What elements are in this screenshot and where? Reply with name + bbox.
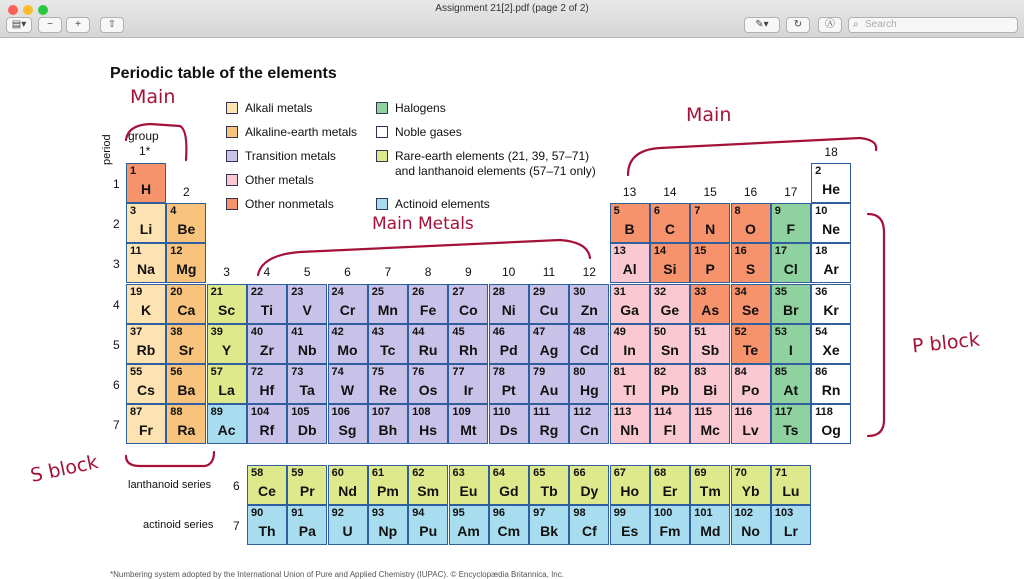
- annotation-s-block: S block: [28, 451, 101, 487]
- atomic-number: 29: [533, 285, 546, 298]
- element-symbol: Hf: [259, 382, 275, 398]
- atomic-number: 38: [170, 325, 183, 338]
- atomic-number: 19: [130, 285, 143, 298]
- element-symbol: Cf: [582, 523, 597, 539]
- atomic-number: 14: [653, 245, 667, 258]
- atomic-number: 46: [492, 325, 505, 338]
- atomic-number: 68: [654, 467, 667, 479]
- atomic-number: 106: [331, 406, 350, 419]
- annotation-main-right: Main: [686, 104, 732, 126]
- atomic-number: 88: [170, 406, 183, 419]
- element-symbol: Tm: [699, 483, 721, 499]
- atomic-number: 69: [694, 467, 707, 479]
- period-number: 6: [113, 378, 120, 392]
- element-symbol: Ti: [260, 301, 273, 318]
- zoom-out-icon: −: [47, 19, 53, 30]
- element-symbol: Be: [177, 221, 196, 238]
- element-symbol: V: [302, 301, 312, 318]
- group-number: 3: [223, 265, 230, 279]
- element-symbol: Zr: [259, 341, 274, 358]
- atomic-number: 90: [251, 507, 264, 519]
- group-number: 6: [344, 265, 351, 279]
- group-number: 8: [424, 265, 432, 279]
- atomic-number: 118: [815, 406, 833, 419]
- element-symbol: Ta: [299, 382, 315, 398]
- element-symbol: Au: [539, 382, 559, 398]
- element-symbol: Ts: [783, 422, 799, 439]
- legend-label: Alkaline-earth metals: [245, 125, 358, 139]
- atomic-number: 41: [291, 325, 304, 338]
- atomic-number: 60: [331, 467, 344, 479]
- atomic-number: 32: [653, 285, 667, 298]
- atomic-number: 86: [815, 366, 828, 378]
- element-symbol: Pu: [419, 523, 438, 539]
- group-label: group: [128, 129, 159, 143]
- atomic-number: 74: [331, 366, 344, 378]
- group-number: 7: [384, 265, 392, 279]
- element-symbol: La: [218, 382, 235, 398]
- atomic-number: 64: [492, 467, 506, 479]
- atomic-number: 35: [774, 285, 788, 298]
- element-symbol: Co: [459, 301, 478, 318]
- period-number: 5: [113, 337, 120, 352]
- element-symbol: Ru: [418, 341, 438, 358]
- element-symbol: Ds: [499, 422, 518, 439]
- group-number: 18: [824, 145, 838, 159]
- group-number: 14: [663, 185, 677, 199]
- element-symbol: Sm: [417, 483, 440, 499]
- atomic-number: 87: [130, 406, 143, 419]
- atomic-number: 3: [130, 205, 137, 218]
- atomic-number: 110: [492, 406, 511, 419]
- element-symbol: Ce: [258, 483, 276, 499]
- element-symbol: Hg: [579, 382, 599, 398]
- atomic-number: 11: [130, 245, 142, 258]
- group-number: 5: [303, 265, 311, 279]
- element-symbol: Bi: [703, 382, 718, 398]
- element-symbol: Rh: [459, 341, 478, 358]
- group-number: 2: [182, 185, 190, 199]
- element-symbol: Ar: [823, 261, 839, 278]
- atomic-number: 94: [412, 507, 425, 519]
- legend-label: Halogens: [395, 101, 446, 115]
- s-block-bracket: [126, 452, 214, 466]
- element-symbol: Nh: [620, 422, 639, 439]
- atomic-number: 24: [331, 285, 344, 298]
- atomic-number: 98: [573, 507, 586, 519]
- element-symbol: Ag: [539, 341, 559, 358]
- element-symbol: Ra: [177, 422, 196, 439]
- element-symbol: Ho: [620, 483, 640, 499]
- element-symbol: Te: [742, 341, 759, 358]
- element-symbol: Lr: [783, 523, 798, 539]
- period-label: period: [101, 134, 113, 165]
- atomic-number: 56: [170, 366, 183, 378]
- element-symbol: C: [664, 221, 675, 238]
- element-symbol: As: [701, 301, 720, 318]
- element-symbol: Es: [621, 523, 639, 539]
- element-symbol: In: [623, 341, 636, 358]
- atomic-number: 50: [653, 325, 667, 338]
- sidebar-icon: ▤▾: [11, 19, 27, 30]
- search-icon: ⌕: [853, 19, 859, 30]
- atomic-number: 61: [371, 467, 385, 479]
- atomic-number: 109: [452, 406, 471, 419]
- share-icon: ⇧: [107, 19, 117, 30]
- annotation-main-metals: Main Metals: [372, 214, 474, 234]
- atomic-number: 25: [371, 285, 385, 298]
- atomic-number: 10: [815, 205, 828, 218]
- element-symbol: Xe: [822, 341, 840, 358]
- atomic-number: 85: [774, 366, 788, 378]
- element-symbol: Eu: [459, 483, 478, 499]
- element-symbol: Th: [258, 523, 276, 539]
- legend-label: Noble gases: [395, 125, 462, 139]
- element-symbol: Po: [741, 382, 760, 398]
- group-1-label: 1*: [139, 144, 151, 158]
- legend-label: Other nonmetals: [245, 197, 334, 211]
- element-symbol: Am: [457, 523, 480, 539]
- atomic-number: 67: [613, 467, 626, 479]
- element-symbol: Ca: [177, 301, 196, 318]
- atomic-number: 99: [613, 507, 626, 519]
- element-symbol: Pr: [299, 483, 315, 499]
- group-number: 12: [582, 265, 596, 279]
- atomic-number: 100: [654, 507, 673, 519]
- element-symbol: Mn: [377, 301, 398, 318]
- atomic-number: 84: [734, 366, 747, 378]
- atomic-number: 78: [492, 366, 505, 378]
- element-symbol: Dy: [580, 483, 599, 499]
- atomic-number: 66: [573, 467, 586, 479]
- element-symbol: Ni: [501, 301, 516, 318]
- atomic-number: 113: [613, 406, 632, 419]
- element-symbol: Zn: [580, 301, 598, 318]
- legend-label: Other metals: [245, 173, 314, 187]
- zoom-in-icon: +: [75, 19, 81, 30]
- element-symbol: Rn: [821, 382, 841, 398]
- period-number: 3: [113, 257, 120, 272]
- legend-label-line2: and lanthanoid elements (57–71 only): [395, 164, 596, 178]
- element-symbol: Og: [821, 422, 841, 439]
- group-number: 16: [743, 185, 758, 199]
- element-symbol: Sg: [338, 422, 357, 439]
- element-symbol: W: [340, 382, 355, 398]
- element-symbol: Pb: [660, 382, 679, 398]
- legend-label: Alkali metals: [245, 101, 313, 115]
- element-symbol: Nb: [297, 341, 317, 358]
- atomic-number: 70: [734, 467, 747, 479]
- element-symbol: B: [624, 221, 635, 238]
- atomic-number: 49: [613, 325, 626, 338]
- element-symbol: Ba: [177, 382, 196, 398]
- lanthanoid-period-label: 6: [233, 479, 240, 493]
- atomic-number: 2: [815, 165, 822, 177]
- element-symbol: Se: [741, 301, 760, 318]
- element-symbol: Er: [662, 483, 678, 499]
- atomic-number: 44: [412, 325, 425, 338]
- element-symbol: Bh: [378, 422, 398, 439]
- element-symbol: Lu: [782, 483, 800, 499]
- atomic-number: 114: [653, 406, 672, 419]
- atomic-number: 54: [815, 325, 828, 338]
- element-symbol: Pt: [501, 382, 516, 398]
- element-symbol: Fe: [419, 301, 437, 318]
- element-symbol: Mc: [700, 422, 720, 439]
- atomic-number: 73: [291, 366, 304, 378]
- element-symbol: Pd: [499, 341, 518, 358]
- atomic-number: 15: [694, 245, 707, 258]
- atomic-number: 45: [452, 325, 465, 338]
- period-number: 4: [113, 297, 120, 312]
- atomic-number: 58: [251, 467, 264, 479]
- element-symbol: At: [783, 382, 799, 398]
- atomic-number: 42: [331, 325, 344, 338]
- element-symbol: Nd: [338, 483, 357, 499]
- element-symbol: He: [822, 181, 841, 197]
- atomic-number: 23: [291, 285, 304, 298]
- element-symbol: P: [705, 261, 715, 278]
- element-symbol: Pa: [298, 523, 316, 539]
- atomic-number: 22: [250, 285, 264, 298]
- atomic-number: 4: [170, 205, 177, 218]
- element-symbol: Pm: [376, 483, 399, 499]
- element-symbol: Fl: [663, 422, 677, 439]
- element-symbol: Cu: [539, 301, 559, 318]
- atomic-number: 52: [734, 325, 747, 338]
- main-metals-bracket: [258, 240, 590, 275]
- element-symbol: Si: [663, 261, 677, 278]
- atomic-number: 51: [694, 325, 707, 338]
- atomic-number: 18: [815, 245, 828, 258]
- element-symbol: Cs: [137, 382, 155, 398]
- atomic-number: 92: [331, 507, 344, 519]
- element-symbol: Tl: [623, 382, 636, 398]
- atomic-number: 17: [774, 245, 788, 258]
- annotate-icon: Ⓐ: [825, 19, 835, 30]
- element-symbol: Fm: [659, 523, 681, 539]
- atomic-number: 72: [250, 366, 264, 378]
- atomic-number: 83: [694, 366, 707, 378]
- element-symbol: Li: [139, 221, 153, 238]
- atomic-number: 89: [210, 406, 223, 419]
- atomic-number: 77: [452, 366, 465, 378]
- actinoid-period-label: 7: [233, 519, 240, 533]
- atomic-number: 28: [492, 285, 505, 298]
- element-symbol: Sc: [218, 301, 236, 318]
- legend-label: Transition metals: [245, 149, 336, 163]
- element-symbol: K: [140, 301, 152, 318]
- element-symbol: Gd: [499, 483, 519, 499]
- element-symbol: Ge: [660, 301, 680, 318]
- page-title: Periodic table of the elements: [110, 65, 337, 82]
- element-symbol: Al: [622, 261, 637, 278]
- atomic-number: 57: [210, 366, 223, 378]
- atomic-number: 31: [613, 285, 626, 298]
- atomic-number: 26: [412, 285, 425, 298]
- atomic-number: 37: [130, 325, 143, 338]
- element-symbol: Mo: [337, 341, 358, 358]
- atomic-number: 36: [815, 285, 828, 298]
- p-block-bracket: [868, 214, 884, 436]
- element-symbol: Re: [378, 382, 397, 398]
- atomic-number: 27: [452, 285, 465, 298]
- element-symbol: Rf: [259, 422, 275, 439]
- group-number: 10: [502, 265, 516, 279]
- element-symbol: I: [788, 341, 793, 358]
- group-number: 11: [542, 265, 556, 279]
- element-symbol: Br: [783, 301, 799, 318]
- element-symbol: Cr: [339, 301, 356, 318]
- atomic-number: 117: [774, 406, 793, 419]
- atomic-number: 101: [694, 507, 713, 519]
- element-symbol: Lv: [742, 422, 759, 439]
- atomic-number: 79: [533, 366, 546, 378]
- element-symbol: Sr: [178, 341, 194, 358]
- atomic-number: 33: [694, 285, 707, 298]
- atomic-number: 59: [291, 467, 304, 479]
- element-symbol: Ga: [620, 301, 639, 318]
- element-symbol: Hs: [419, 422, 438, 439]
- atomic-number: 75: [371, 366, 385, 378]
- element-symbol: Na: [137, 261, 155, 278]
- atomic-number: 111: [533, 406, 551, 419]
- atomic-number: 5: [613, 205, 620, 218]
- atomic-number: 63: [452, 467, 465, 479]
- element-symbol: Np: [378, 523, 398, 539]
- element-symbol: Cn: [579, 422, 599, 439]
- atomic-number: 20: [170, 285, 183, 298]
- element-symbol: Md: [700, 523, 721, 539]
- atomic-number: 48: [573, 325, 586, 338]
- atomic-number: 80: [573, 366, 586, 378]
- atomic-number: 96: [492, 507, 506, 519]
- atomic-number: 1: [130, 165, 137, 177]
- group-number: 13: [622, 185, 637, 199]
- element-symbol: Os: [418, 382, 438, 398]
- atomic-number: 112: [573, 406, 592, 419]
- atomic-number: 40: [250, 325, 264, 338]
- atomic-number: 7: [694, 205, 701, 218]
- legend-label: Rare-earth elements (21, 39, 57–71): [395, 149, 590, 163]
- atomic-number: 43: [371, 325, 385, 338]
- atomic-number: 6: [653, 205, 661, 218]
- atomic-number: 105: [291, 406, 310, 419]
- atomic-number: 81: [613, 366, 626, 378]
- group-number: 4: [263, 265, 271, 279]
- element-symbol: Mg: [176, 261, 197, 278]
- atomic-number: 34: [734, 285, 747, 298]
- element-symbol: Fr: [139, 422, 153, 439]
- element-symbol: Cl: [783, 261, 798, 278]
- element-symbol: Cd: [579, 341, 599, 358]
- element-symbol: Cm: [497, 523, 521, 539]
- element-symbol: N: [705, 221, 716, 238]
- element-symbol: U: [342, 523, 353, 539]
- element-symbol: Ne: [822, 221, 841, 238]
- element-symbol: Db: [297, 422, 317, 439]
- atomic-number: 47: [533, 325, 546, 338]
- element-symbol: F: [786, 221, 796, 238]
- element-symbol: Rg: [539, 422, 559, 439]
- annotation-p-block: P block: [911, 328, 981, 358]
- atomic-number: 13: [613, 245, 626, 258]
- atomic-number: 55: [130, 366, 143, 378]
- atomic-number: 115: [694, 406, 712, 419]
- element-symbol: Tb: [540, 483, 558, 499]
- atomic-number: 16: [734, 245, 747, 258]
- search-placeholder: Search: [865, 19, 897, 30]
- period-number: 1: [113, 177, 120, 191]
- atomic-number: 102: [734, 507, 753, 519]
- atomic-number: 9: [774, 205, 781, 218]
- annotation-main-left: Main: [130, 86, 176, 108]
- atomic-number: 71: [774, 467, 788, 479]
- atomic-number: 95: [452, 507, 465, 519]
- element-symbol: Rb: [136, 341, 156, 358]
- element-symbol: Bk: [540, 523, 559, 539]
- window-title: Assignment 21[2].pdf (page 2 of 2): [435, 3, 589, 14]
- atomic-number: 21: [210, 285, 223, 298]
- atomic-number: 108: [412, 406, 431, 419]
- atomic-number: 8: [734, 205, 741, 218]
- element-symbol: Ac: [217, 422, 236, 439]
- element-symbol: Tc: [380, 341, 396, 358]
- period-number: 2: [113, 217, 120, 232]
- atomic-number: 12: [170, 245, 183, 258]
- element-symbol: No: [741, 523, 760, 539]
- atomic-number: 103: [774, 507, 794, 519]
- period-number: 7: [113, 418, 120, 433]
- footnote: *Numbering system adopted by the International Union of Pure and Applied Chemistry (IUPAC). © Encyclopædia Britannica, Inc.: [110, 570, 564, 579]
- atomic-number: 30: [573, 285, 586, 298]
- atomic-number: 93: [371, 507, 385, 519]
- element-symbol: O: [745, 221, 756, 238]
- atomic-number: 116: [734, 406, 753, 419]
- group-number: 17: [784, 185, 798, 199]
- atomic-number: 107: [371, 406, 391, 419]
- atomic-number: 91: [291, 507, 304, 519]
- element-symbol: Sn: [660, 341, 679, 358]
- atomic-number: 82: [653, 366, 667, 378]
- element-symbol: Yb: [741, 483, 760, 499]
- main-left-bracket: [126, 124, 186, 160]
- atomic-number: 76: [412, 366, 425, 378]
- element-symbol: S: [745, 261, 756, 278]
- atomic-number: 97: [533, 507, 546, 519]
- group-number: 15: [703, 185, 717, 199]
- atomic-number: 65: [533, 467, 546, 479]
- pen-icon: ✎▾: [755, 19, 769, 30]
- main-right-bracket: [628, 138, 876, 175]
- element-symbol: Y: [221, 341, 232, 358]
- atomic-number: 62: [412, 467, 425, 479]
- element-symbol: Sb: [701, 341, 720, 358]
- element-symbol: H: [140, 181, 152, 197]
- atomic-number: 39: [210, 325, 223, 338]
- lanthanoid-series-label: lanthanoid series: [128, 479, 212, 491]
- actinoid-series-label: actinoid series: [143, 519, 214, 531]
- atomic-number: 53: [774, 325, 788, 338]
- element-symbol: Mt: [460, 422, 477, 439]
- element-symbol: Kr: [823, 301, 839, 318]
- rotate-icon: ↻: [793, 19, 803, 30]
- group-number: 9: [465, 265, 472, 279]
- element-symbol: Ir: [463, 382, 474, 398]
- atomic-number: 104: [250, 406, 270, 419]
- legend-label: Actinoid elements: [395, 197, 490, 211]
